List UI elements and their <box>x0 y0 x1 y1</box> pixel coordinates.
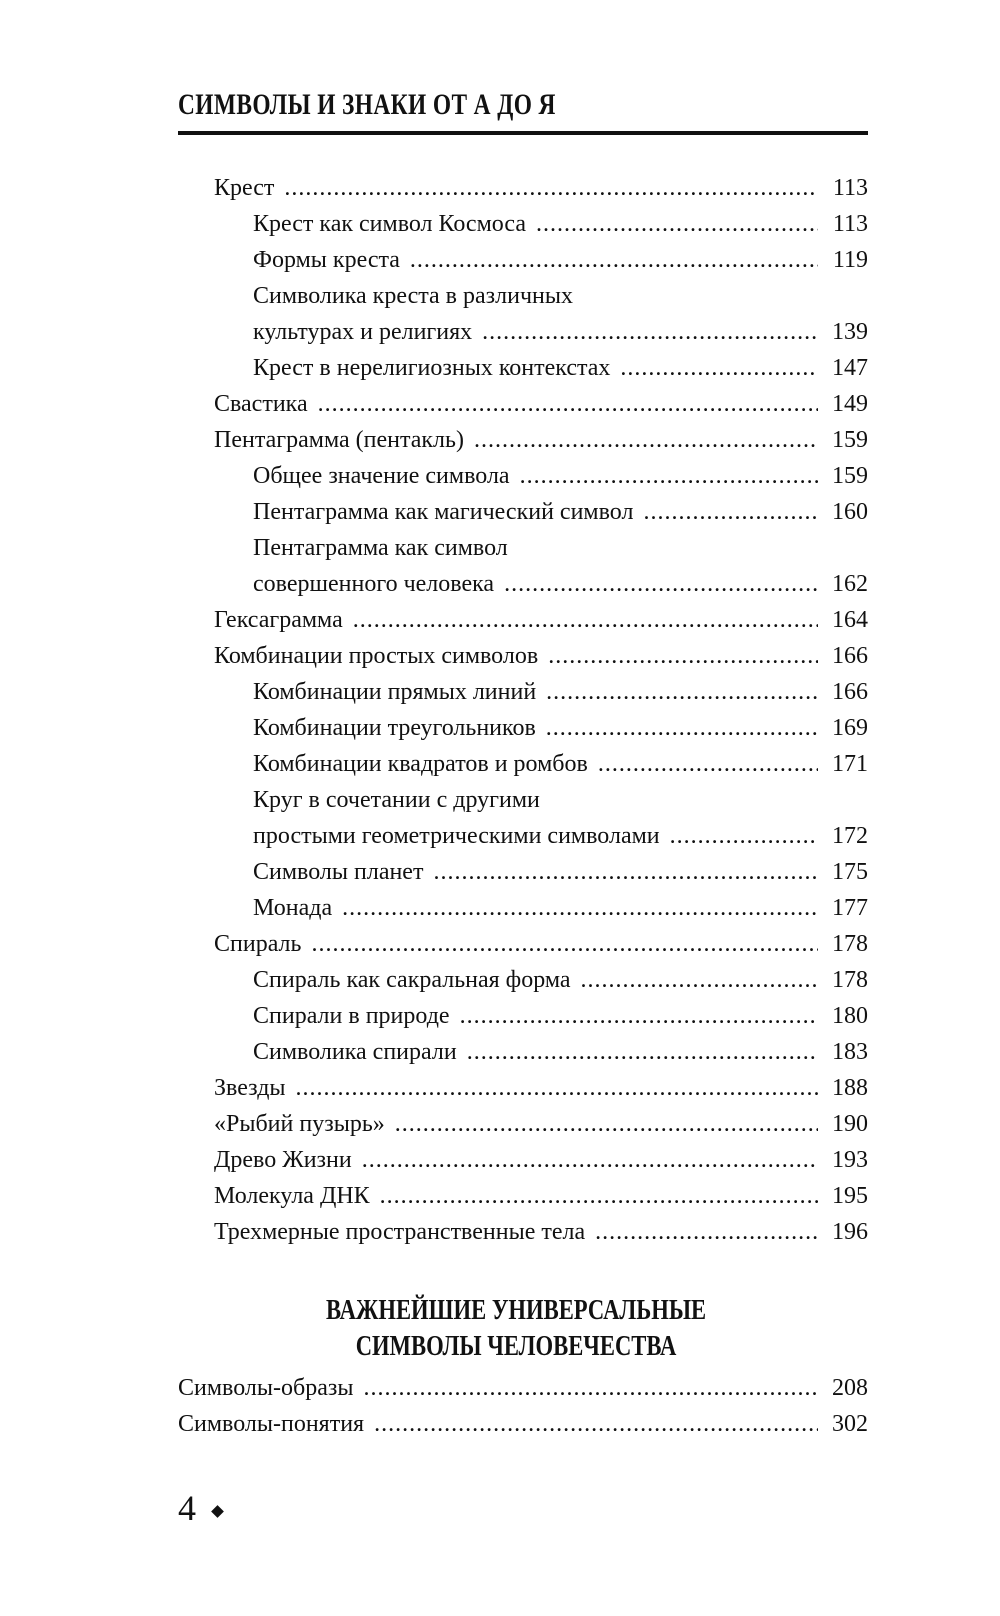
toc-entry <box>214 1070 868 1106</box>
toc-entry-label: Символика спирали <box>253 1039 457 1065</box>
toc-entry-page: 177 <box>832 895 868 921</box>
section-title-line-2: СИМВОЛЫ ЧЕЛОВЕЧЕСТВА <box>355 1330 677 1362</box>
toc-entry-label: культурах и религиях <box>253 319 473 345</box>
toc-entry-label: Пентаграмма (пентакль) <box>214 427 464 453</box>
toc-entry-label: «Рыбий пузырь» <box>214 1111 385 1137</box>
toc-entry <box>253 458 868 494</box>
toc-entry-label: Спирали в природе <box>253 1003 450 1029</box>
toc-entry-label: Пентаграмма как магический символ <box>253 499 634 525</box>
toc-entry-label: Спираль как сакральная форма <box>253 967 571 993</box>
toc-entry-label: простыми геометрическими символами <box>253 823 660 849</box>
section-entry <box>178 1370 868 1406</box>
toc-entry-label: Звезды <box>214 1075 286 1101</box>
toc-entry-label: Комбинации прямых линий <box>253 679 537 705</box>
toc-entry <box>253 494 868 530</box>
toc-entry-page: 166 <box>832 679 868 705</box>
toc-entry-label: Крест как символ Космоса <box>253 211 526 237</box>
toc-entry <box>214 926 868 962</box>
toc-entry-page: 169 <box>832 715 868 741</box>
toc-leader-dots <box>362 1142 818 1178</box>
toc-entry-page: 164 <box>832 607 868 633</box>
toc-leader-dots <box>318 386 818 422</box>
toc-entry-page: 147 <box>832 355 868 381</box>
toc-entry-label: Символы планет <box>253 859 424 885</box>
toc-leader-dots <box>536 206 818 242</box>
toc-entry-page: 188 <box>832 1075 868 1101</box>
toc-entry <box>214 1178 868 1214</box>
toc-leader-dots <box>467 1034 818 1070</box>
toc-entry <box>253 1034 868 1070</box>
toc-entry <box>253 242 868 278</box>
toc-entry-label: Спираль <box>214 931 302 957</box>
toc-entry <box>214 1142 868 1178</box>
toc-entry-label: Общее значение символа <box>253 463 510 489</box>
toc-entry <box>253 854 868 890</box>
toc-leader-dots <box>284 170 818 206</box>
toc-entry-label: Монада <box>253 895 333 921</box>
toc-entry <box>253 206 868 242</box>
section-entry-label: Символы-понятия <box>178 1411 365 1437</box>
toc-entry <box>253 818 868 854</box>
toc-entry-label: Древо Жизни <box>214 1147 352 1173</box>
toc-entry <box>253 674 868 710</box>
toc-entry <box>214 1106 868 1142</box>
page-number: 4 <box>178 1488 196 1528</box>
toc-leader-dots <box>595 1214 818 1250</box>
toc-entry-page: 183 <box>832 1039 868 1065</box>
toc-leader-dots <box>548 638 818 674</box>
toc-entry-page: 166 <box>832 643 868 669</box>
section-entry <box>178 1406 868 1442</box>
toc-entry-label: Круг в сочетании с другими <box>253 787 540 813</box>
toc-entry <box>253 746 868 782</box>
toc-entry-page: 160 <box>832 499 868 525</box>
toc-entry <box>214 638 868 674</box>
toc-entry-label: Крест в нерелигиозных контекстах <box>253 355 611 381</box>
toc-entry-label: Пентаграмма как символ <box>253 535 508 561</box>
toc-entry-label: Свастика <box>214 391 308 417</box>
toc-entry <box>214 170 868 206</box>
toc-leader-dots <box>395 1106 818 1142</box>
toc-leader-dots <box>433 854 818 890</box>
toc-entry-label: совершенного человека <box>253 571 495 597</box>
section-entry-label: Символы-образы <box>178 1375 354 1401</box>
section-leader-dots <box>374 1406 818 1442</box>
toc-leader-dots <box>643 494 818 530</box>
toc-leader-dots <box>474 422 818 458</box>
toc-entry-page: 171 <box>832 751 868 777</box>
toc-entry-label: Трехмерные пространственные тела <box>214 1219 586 1245</box>
toc-entry-label: Комбинации треугольников <box>253 715 536 741</box>
toc-leader-dots <box>520 458 818 494</box>
toc-entry-page: 175 <box>832 859 868 885</box>
toc-leader-dots <box>460 998 818 1034</box>
toc-entry <box>214 422 868 458</box>
toc-entry-page: 190 <box>832 1111 868 1137</box>
toc-entry-page: 113 <box>832 175 868 201</box>
toc-entry <box>253 278 868 314</box>
toc-entry-page: 113 <box>832 211 868 237</box>
toc-leader-dots <box>546 674 818 710</box>
toc-entry <box>214 602 868 638</box>
toc-entry <box>253 890 868 926</box>
toc-leader-dots <box>504 566 818 602</box>
toc-leader-dots <box>482 314 818 350</box>
toc-entry-page: 178 <box>832 931 868 957</box>
toc-entry-page: 159 <box>832 427 868 453</box>
toc-entry-label: Формы креста <box>253 247 400 273</box>
toc-leader-dots <box>353 602 818 638</box>
toc-entry <box>253 530 868 566</box>
toc-leader-dots <box>380 1178 818 1214</box>
toc-entry-page: 159 <box>832 463 868 489</box>
toc-entry <box>253 710 868 746</box>
section-entry-page: 208 <box>832 1375 868 1401</box>
section-title-line-1: ВАЖНЕЙШИЕ УНИВЕРСАЛЬНЫЕ <box>325 1294 707 1326</box>
toc-entry-label: Гексаграмма <box>214 607 343 633</box>
toc-entry-label: Комбинации квадратов и ромбов <box>253 751 588 777</box>
toc-entry-page: 149 <box>832 391 868 417</box>
header-rule <box>178 131 868 135</box>
toc-entry <box>253 566 868 602</box>
toc-leader-dots <box>670 818 818 854</box>
toc-entry-page: 195 <box>832 1183 868 1209</box>
toc-leader-dots <box>598 746 818 782</box>
toc-entry-page: 180 <box>832 1003 868 1029</box>
running-title: СИМВОЛЫ И ЗНАКИ ОТ А ДО Я <box>178 88 556 121</box>
toc-entry <box>253 962 868 998</box>
toc-entry <box>214 386 868 422</box>
toc-entry <box>253 998 868 1034</box>
toc-entry-label: Крест <box>214 175 275 201</box>
toc-leader-dots <box>296 1070 818 1106</box>
toc-leader-dots <box>410 242 818 278</box>
toc-entry-page: 162 <box>832 571 868 597</box>
toc-leader-dots <box>342 890 818 926</box>
section-leader-dots <box>363 1370 818 1406</box>
toc-leader-dots <box>620 350 818 386</box>
section-entry-page: 302 <box>832 1411 868 1437</box>
toc-leader-dots <box>581 962 818 998</box>
toc-entry <box>253 782 868 818</box>
toc-entry-page: 172 <box>832 823 868 849</box>
toc-entry-label: Комбинации простых символов <box>214 643 539 669</box>
toc-entry-page: 139 <box>832 319 868 345</box>
toc-entry <box>214 1214 868 1250</box>
toc-entry-label: Символика креста в различных <box>253 283 573 309</box>
toc-entry <box>253 350 868 386</box>
toc-leader-dots <box>546 710 818 746</box>
toc-entry-label: Молекула ДНК <box>214 1183 370 1209</box>
toc-entry-page: 119 <box>832 247 868 273</box>
toc-entry-page: 178 <box>832 967 868 993</box>
toc-leader-dots <box>311 926 818 962</box>
toc-entry <box>253 314 868 350</box>
toc-entry-page: 196 <box>832 1219 868 1245</box>
diamond-ornament-icon <box>211 1505 224 1518</box>
toc-entry-page: 193 <box>832 1147 868 1173</box>
